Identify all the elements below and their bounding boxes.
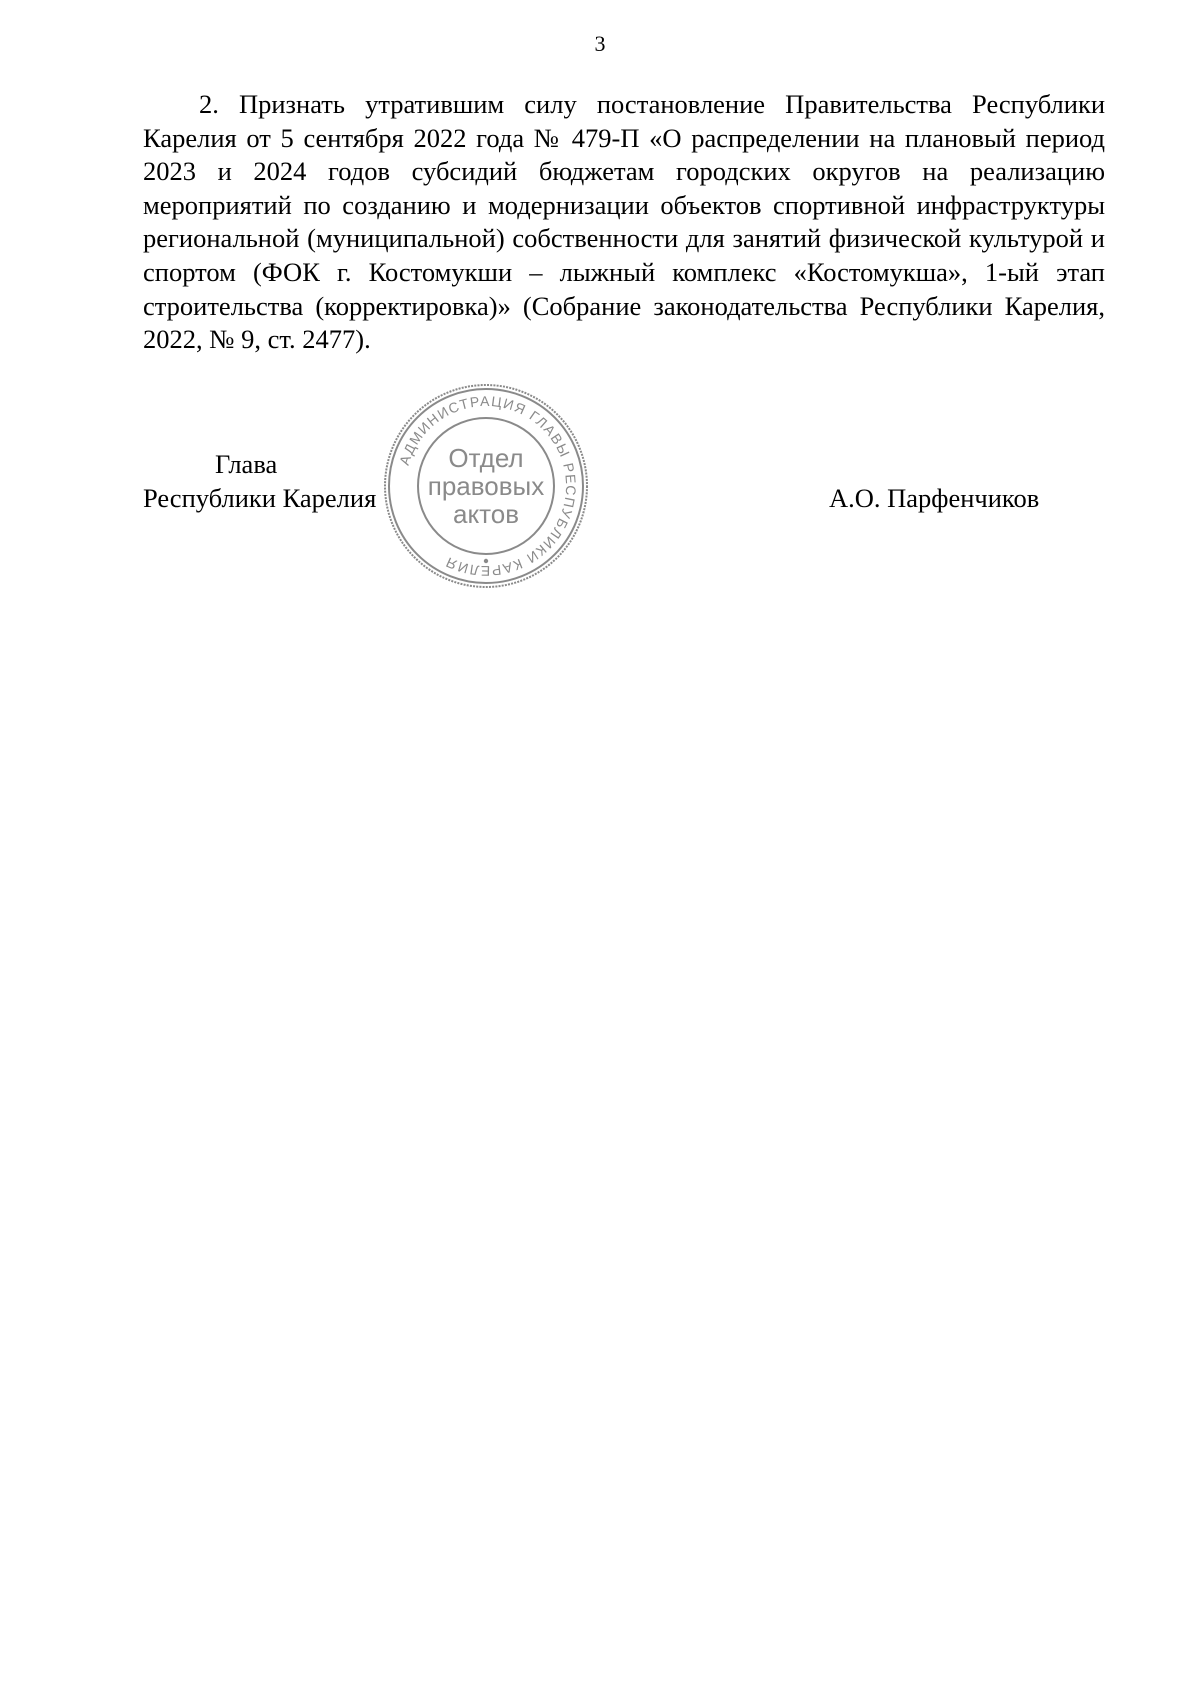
stamp-center-line3: актов (452, 499, 520, 529)
stamp-center-line1: Отдел (448, 443, 524, 473)
stamp-ring-text: АДМИНИСТРАЦИЯ ГЛАВЫ РЕСПУБЛИКИ КАРЕЛИЯ (395, 392, 580, 580)
signatory-title-line1: Глава (215, 449, 278, 479)
page-number: 3 (594, 31, 606, 56)
signatory-name: А.О. Парфенчиков (829, 483, 1040, 513)
official-stamp (381, 381, 591, 591)
stamp-dot (484, 559, 488, 563)
signatory-title-line2: Республики Карелия (143, 483, 377, 513)
body-paragraph: 2. Признать утратившим силу постановление Правительства Республики Карелия от 5 сентября 2022 года № 479-П «О распределении на плановый период 2023 и 2024 годов субсидий бюджетам городских округов на реализацию мероприятий по созданию и модернизации объектов спортивной инфраструктуры региональной (муниципальной) собственности для занятий физической культурой и спортом (ФОК г. Костомукши – лыжный комплекс «Костомукша», 1-ый этап строительства (корректировка)» (Собрание законодательства Республики Карелия, 2022, № 9, ст. 2477). (143, 89, 1105, 355)
stamp-center-line2: правовых (427, 471, 545, 501)
